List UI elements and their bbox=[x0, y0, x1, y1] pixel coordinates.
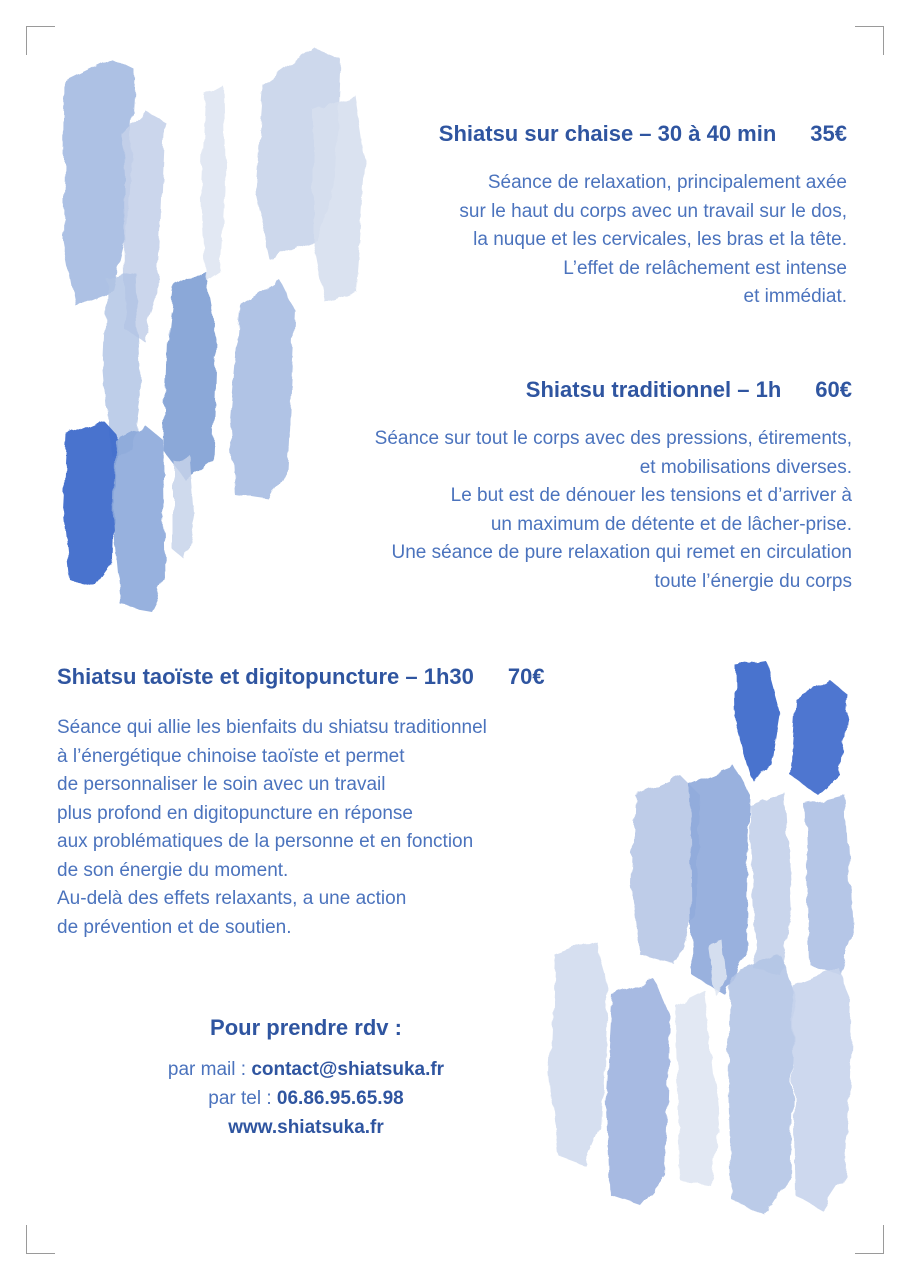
contact-block bbox=[140, 1015, 472, 1142]
crop-mark-bottom-left bbox=[26, 1225, 55, 1254]
contact-mail-line bbox=[140, 1055, 472, 1084]
service-description: Séance sur tout le corps avec des pressions, étirements, et mobilisations diverses. Le but est de dénouer les tensions et d’arriver à un maximum de détente et de lâcher-prise. Une séance de pure relaxation qui remet en circulation toute l’énergie du corps bbox=[374, 428, 852, 592]
service-title bbox=[439, 121, 847, 147]
service-price: 35€ bbox=[810, 121, 847, 146]
service-description: Séance de relaxation, principalement axée sur le haut du corps avec un travail sur le dos, la nuque et les cervicales, les bras et la tête. L’effet de relâchement est intense et immédiat. bbox=[459, 172, 847, 307]
service-traditional-shiatsu bbox=[375, 377, 852, 596]
service-description: Séance qui allie les bienfaits du shiatsu traditionnel à l’énergétique chinoise taoïste et permet de personnaliser le soin avec un travail plus profond en digitopuncture en réponse aux problématiques de la personne et en fonction de son énergie du moment. Au-delà des effets relaxants, a une action de prévention et de soutien. bbox=[57, 717, 487, 938]
crop-mark-bottom-right bbox=[855, 1225, 884, 1254]
contact-heading: Pour prendre rdv : bbox=[210, 1015, 402, 1040]
watercolor-decoration-bottom bbox=[540, 655, 860, 1225]
mail-link[interactable]: contact@shiatsuka.fr bbox=[251, 1059, 445, 1080]
service-title bbox=[57, 664, 545, 690]
service-chair-shiatsu bbox=[439, 121, 847, 312]
tel-label: par tel : bbox=[208, 1088, 277, 1109]
tel-link[interactable]: 06.86.95.65.98 bbox=[276, 1088, 404, 1109]
service-taoist-shiatsu bbox=[57, 664, 545, 942]
website-link[interactable]: www.shiatsuka.fr bbox=[228, 1117, 384, 1138]
crop-mark-top-left bbox=[26, 26, 55, 55]
contact-website-line bbox=[140, 1113, 472, 1142]
service-price: 70€ bbox=[507, 664, 545, 689]
service-name: Shiatsu sur chaise – 30 à 40 min bbox=[438, 121, 777, 146]
service-name: Shiatsu traditionnel – 1h bbox=[525, 377, 782, 402]
service-price: 60€ bbox=[815, 377, 852, 402]
service-title bbox=[375, 377, 852, 403]
crop-mark-top-right bbox=[855, 26, 884, 55]
watercolor-decoration-top bbox=[55, 40, 385, 620]
service-name: Shiatsu taoïste et digitopuncture – 1h30 bbox=[57, 664, 474, 689]
contact-tel-line bbox=[140, 1084, 472, 1113]
mail-label: par mail : bbox=[167, 1059, 252, 1080]
